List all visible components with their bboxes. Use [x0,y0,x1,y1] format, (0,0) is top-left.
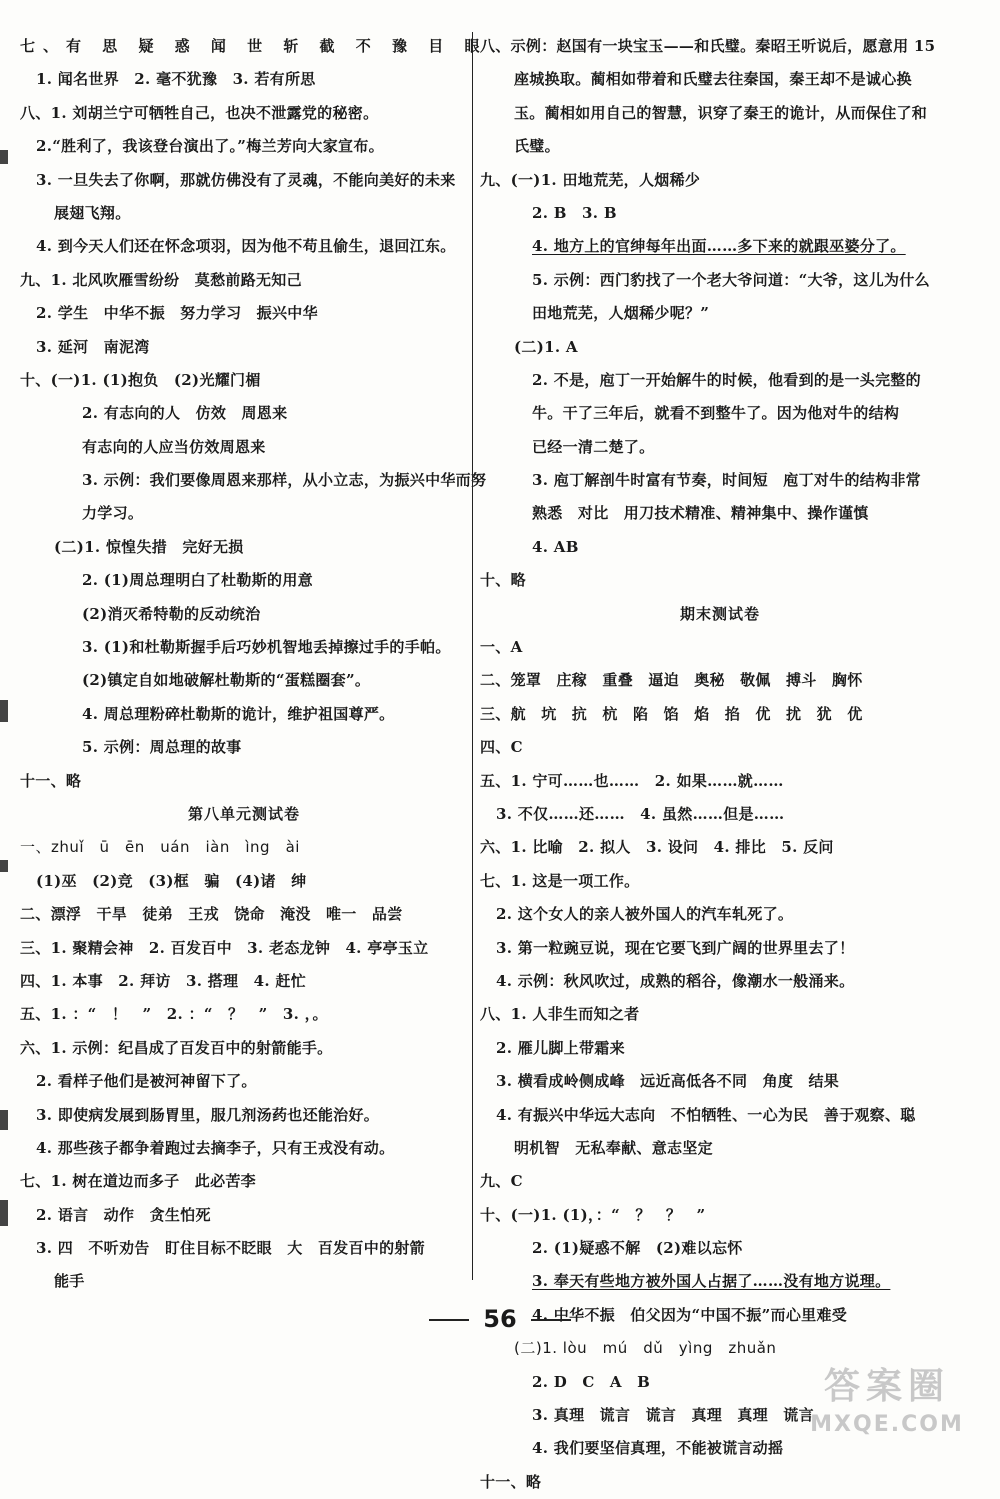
answer-line: 4. 到今天人们还在怀念项羽，因为他不苟且偷生，退回江东。 [36,237,456,256]
answer-line: 4. 我们要坚信真理，不能被谎言动摇 [532,1439,784,1458]
answer-line: 十、(一)1. (1)，：“ ？ ？ ” [480,1205,706,1224]
answer-line: 2. B 3. B [532,203,617,222]
answer-line: 六、1. 示例：纪昌成了百发百中的射箭能手。 [20,1038,333,1057]
answer-line: 1. 闻名世界 2. 毫不犹豫 3. 若有所思 [36,70,316,89]
section-title-unit-8: 第八单元测试卷 [187,804,300,823]
answer-line: 3. 即使病发展到肠胃里，服几剂汤药也还能治好。 [36,1105,380,1124]
answer-line: 3. 真理 谎言 谎言 真理 真理 谎言 [532,1406,814,1425]
answer-line: (1)巫 (2)竞 (3)框 骗 (4)诸 绅 [36,871,307,890]
scan-edge-mark [0,150,8,164]
answer-line: 四、1. 本事 2. 拜访 3. 搭理 4. 赶忙 [20,971,307,990]
answer-line: 八、1. 刘胡兰宁可牺牲自己，也决不泄露党的秘密。 [20,103,379,122]
answer-line: 二、漂浮 干旱 徒弟 王戎 饶命 淹没 唯一 品尝 [20,905,403,924]
answer-line: 八、示例：赵国有一块宝玉——和氏璧。秦昭王听说后，愿意用 15 [480,37,936,55]
answer-line: 九、C [480,1172,523,1191]
answer-line: 2. 这个女人的亲人被外国人的汽车轧死了。 [496,905,794,924]
watermark-logo [792,1362,982,1452]
answer-line: 2. 看样子他们是被河神留下了。 [36,1072,257,1091]
answer-line: 展翅飞翔。 [54,203,131,222]
answer-line: 田地荒芜，人烟稀少呢？” [532,304,710,323]
answer-line: 一、A [480,638,523,657]
answer-line: 2.“胜利了，我该登台演出了。”梅兰芳向大家宣布。 [36,137,384,156]
answer-line-underlined: 3. 奉天有些地方被外国人占据了……没有地方说理。 [532,1272,891,1291]
answer-line: (二)1. 惊惶失措 完好无损 [54,537,244,556]
watermark-text: 答案圈 [823,1366,950,1407]
answer-line: 座城换取。蔺相如带着和氏璧去往秦国，秦王却不是诚心换 [514,70,912,89]
answer-line: (2)消灭希特勒的反动统治 [82,604,261,623]
answer-line: 三、1. 聚精会神 2. 百发百中 3. 老态龙钟 4. 亭亭玉立 [20,938,429,957]
page-number-value: 56 [483,1305,517,1333]
answer-line: 五、1. ：“ ！ ” 2. ：“ ？ ” 3. ，。 [20,1005,328,1024]
answer-line-underlined: 4. 地方上的官绅每年出面……多下来的就跟巫婆分了。 [532,237,906,256]
answer-line: 九、1. 北风吹雁雪纷纷 莫愁前路无知己 [20,270,302,289]
answer-line: 4. 有振兴中华远大志向 不怕牺牲、一心为民 善于观察、聪 [496,1105,916,1124]
answer-line: 2. 雁儿脚上带霜来 [496,1038,625,1057]
answer-line: 4. 示例：秋风吹过，成熟的稻谷，像潮水一般涌来。 [496,971,855,990]
answer-line: 4. 中华不振 伯父因为“中国不振”而心里难受 [532,1305,848,1324]
answer-line: 4. 那些孩子都争着跑过去摘李子，只有王戎没有动。 [36,1138,395,1157]
scan-edge-mark [0,700,8,722]
answer-line: 十、略 [480,571,526,590]
answer-line: 2. D C A B [532,1372,651,1391]
answer-line: 5. 示例：周总理的故事 [82,738,242,757]
answer-line: 明机智 无私奉献、意志坚定 [514,1138,713,1157]
page-number-dash-right [531,1319,571,1321]
answer-line: 4. AB [532,537,579,556]
scan-edge-mark [0,1110,8,1130]
answer-line: 4. 周总理粉碎杜勒斯的诡计，维护祖国尊严。 [82,704,395,723]
answer-line: 氏璧。 [514,137,560,156]
answer-line: 七、1. 树在道边而多子 此必苦李 [20,1172,256,1191]
answer-line: 九、(一)1. 田地荒芜，人烟稀少 [480,170,701,189]
left-column [20,30,488,1291]
answer-line: 十一、略 [20,771,82,790]
answer-line: 七、1. 这是一项工作。 [480,871,640,890]
answer-line: 三、航 坑 抗 杭 陷 馅 焰 掐 优 扰 犹 优 [480,704,863,723]
answer-line: (2)镇定自如地破解杜勒斯的“蛋糕圈套”。 [82,671,371,690]
answer-line: 八、1. 人非生而知之者 [480,1005,640,1024]
watermark-url: MXQE.COM [810,1412,964,1437]
answer-line: 有志向的人应当仿效周恩来 [82,437,266,456]
answer-line: 二、笼罩 庄稼 重叠 逼迫 奥秘 敬佩 搏斗 胸怀 [480,671,863,690]
answer-line: 3. 第一粒豌豆说，现在它要飞到广阔的世界里去了！ [496,938,855,957]
answer-line-pinyin: (二)1. lòu mú dǔ yìng zhuǎn [514,1339,777,1358]
answer-line: 2. 语言 动作 贪生怕死 [36,1205,211,1224]
column-divider [472,32,473,1280]
answer-line: 四、C [480,738,523,757]
answer-line: 3. (1)和杜勒斯握手后巧妙机智地丢掉擦过手的手帕。 [82,638,451,657]
answer-line: 2. (1)周总理明白了杜勒斯的用意 [82,571,313,590]
answer-line-pinyin: 一、zhuǐ ū ēn uán iàn ìng ài [20,838,300,857]
answer-line: 5. 示例：西门豹找了一个老大爷问道：“大爷，这儿为什么 [532,270,930,289]
answer-line: 2. 不是，庖丁一开始解牛的时候，他看到的是一头完整的 [532,370,921,389]
answer-line: 3. 庖丁解剖牛时富有节奏，时间短 庖丁对牛的结构非常 [532,471,921,490]
answer-line: 3. 不仅……还…… 4. 虽然……但是…… [496,804,785,823]
answer-line: 3. 示例：我们要像周恩来那样，从小立志，为振兴中华而努 [82,471,487,490]
answer-line: 十、(一)1. (1)抱负 (2)光耀门楣 [20,370,261,389]
answer-line: 3. 四 不听劝告 盯住目标不眨眼 大 百发百中的射箭 [36,1239,425,1258]
scan-edge-mark [0,1200,8,1226]
answer-line: 六、1. 比喻 2. 拟人 3. 设问 4. 排比 5. 反问 [480,838,834,857]
answer-line: 五、1. 宁可……也…… 2. 如果……就…… [480,771,784,790]
page-number [0,1305,1000,1333]
answer-line: 玉。蔺相如用自己的智慧，识穿了秦王的诡计，从而保住了和 [514,103,928,122]
answer-line: 3. 一旦失去了你啊，那就仿佛没有了灵魂，不能向美好的未来 [36,170,456,189]
answer-line: 3. 延河 南泥湾 [36,337,150,356]
answer-line: 牛。干了三年后，就看不到整牛了。因为他对牛的结构 [532,404,900,423]
answer-line: 七、有 思 疑 惑 闻 世 斩 截 不 豫 目 眼 [20,37,488,55]
answer-line: 十一、略 [480,1472,542,1491]
answer-line: 2. (1)疑惑不解 (2)难以忘怀 [532,1239,743,1258]
answer-line: 2. 有志向的人 仿效 周恩来 [82,404,288,423]
answer-line: 熟悉 对比 用刀技术精准、精神集中、操作谨慎 [532,504,869,523]
answer-line: 能手 [54,1272,85,1291]
answer-line: 力学习。 [82,504,144,523]
scan-edge-mark [0,860,8,872]
answer-line: 3. 横看成岭侧成峰 远近高低各不同 角度 结果 [496,1072,840,1091]
page-number-dash-left [429,1319,469,1321]
answer-line: 2. 学生 中华不振 努力学习 振兴中华 [36,304,318,323]
answer-line: 已经一清二楚了。 [532,437,655,456]
answer-line: (二)1. A [514,337,578,356]
section-title-final-exam: 期末测试卷 [679,604,760,623]
